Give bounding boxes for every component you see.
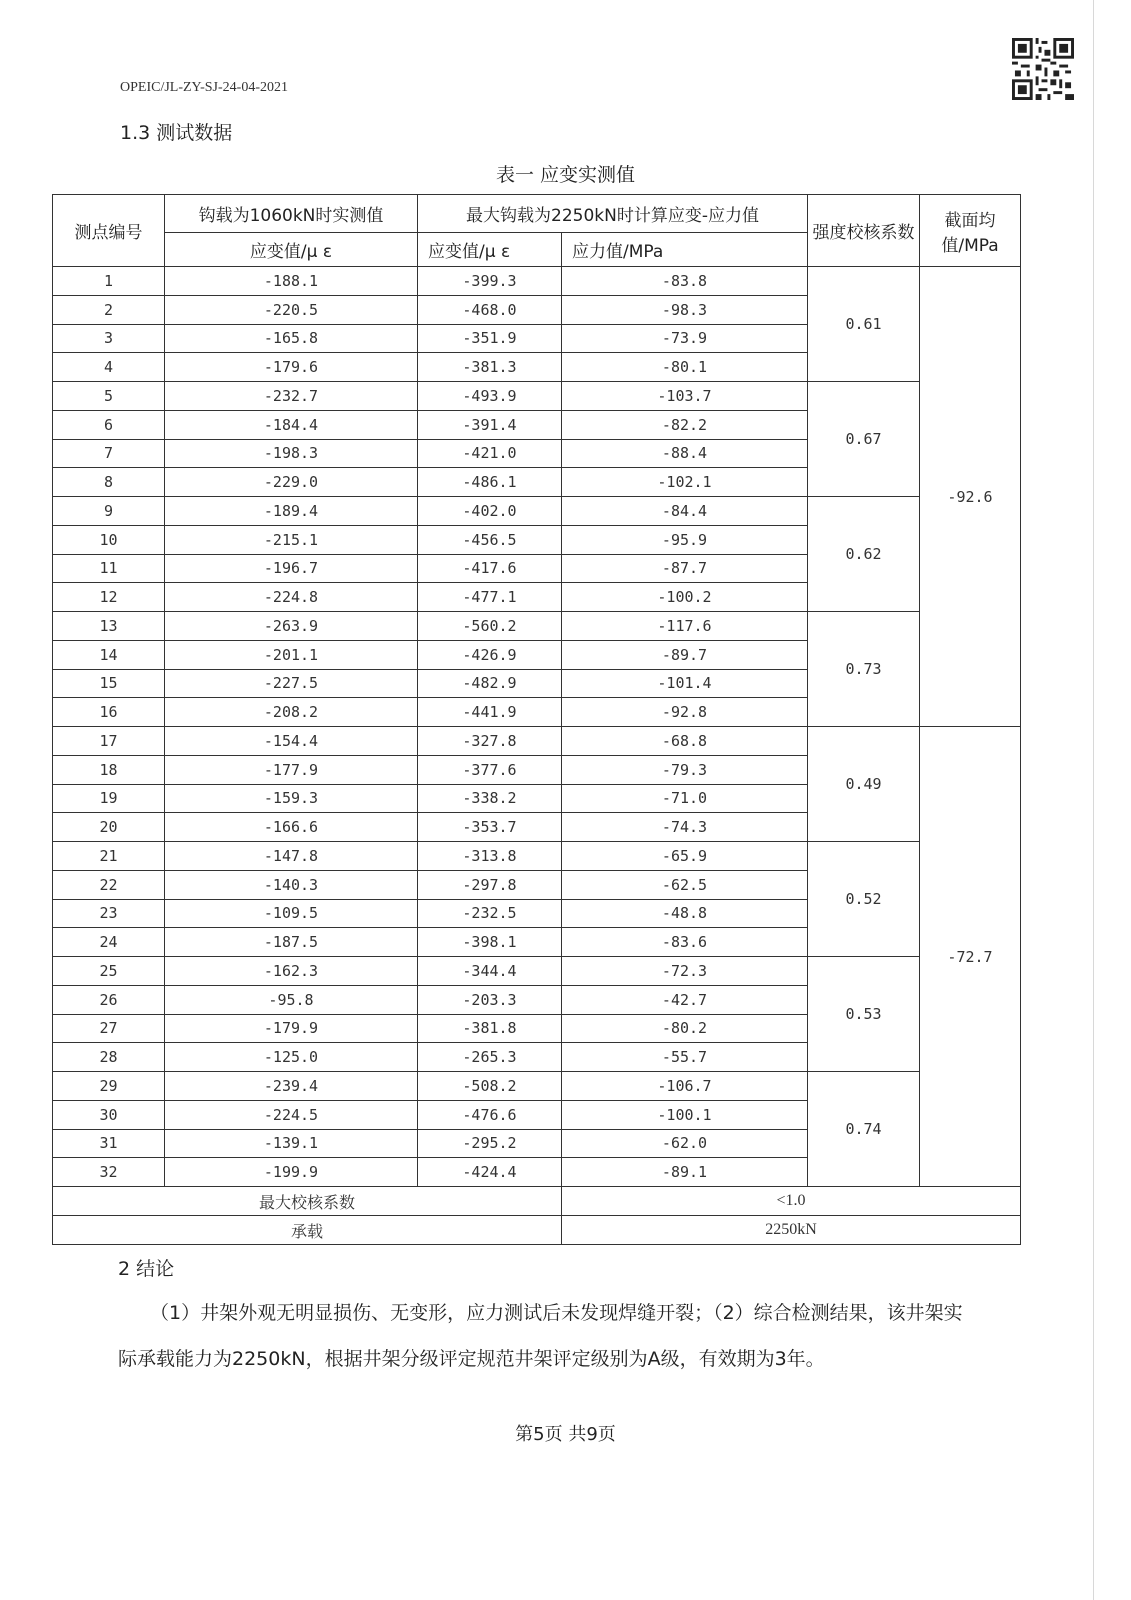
strain-1060-cell: -139.1: [165, 1129, 418, 1158]
section-average-cell: -92.6: [920, 267, 1021, 727]
stress-cell: -95.9: [562, 525, 808, 554]
strain-1060-cell: -95.8: [165, 985, 418, 1014]
stress-cell: -103.7: [562, 382, 808, 411]
strain-2250-cell: -265.3: [418, 1043, 562, 1072]
strain-1060-cell: -109.5: [165, 899, 418, 928]
conclusion-title: 2 结论: [118, 1258, 175, 1280]
strain-1060-cell: -224.8: [165, 583, 418, 612]
stress-cell: -48.8: [562, 899, 808, 928]
stress-cell: -55.7: [562, 1043, 808, 1072]
header-point-no: 测点编号: [53, 195, 165, 267]
point-number-cell: 25: [53, 957, 165, 986]
coefficient-cell: 0.52: [808, 842, 920, 957]
stress-cell: -71.0: [562, 784, 808, 813]
max-coefficient-label: 最大校核系数: [53, 1187, 562, 1216]
strain-2250-cell: -477.1: [418, 583, 562, 612]
stress-cell: -68.8: [562, 727, 808, 756]
strain-2250-cell: -441.9: [418, 698, 562, 727]
stress-cell: -62.5: [562, 870, 808, 899]
table-row: [53, 957, 1021, 986]
coefficient-cell: 0.49: [808, 727, 920, 842]
section-title: 1.3 测试数据: [120, 122, 233, 144]
stress-cell: -83.8: [562, 267, 808, 296]
point-number-cell: 9: [53, 497, 165, 526]
strain-1060-cell: -229.0: [165, 468, 418, 497]
stress-cell: -83.6: [562, 928, 808, 957]
strain-2250-cell: -486.1: [418, 468, 562, 497]
strain-2250-cell: -560.2: [418, 612, 562, 641]
qr-code-icon: [1012, 38, 1074, 100]
stress-cell: -73.9: [562, 324, 808, 353]
coefficient-cell: 0.73: [808, 612, 920, 727]
strain-2250-cell: -424.4: [418, 1158, 562, 1187]
stress-cell: -82.2: [562, 410, 808, 439]
stress-cell: -89.7: [562, 640, 808, 669]
max-coefficient-value: <1.0: [562, 1187, 1021, 1216]
strain-2250-cell: -344.4: [418, 957, 562, 986]
point-number-cell: 7: [53, 439, 165, 468]
table-row: [53, 727, 1021, 756]
header-strain-measured: 应变值/μ ε: [165, 233, 418, 267]
point-number-cell: 15: [53, 669, 165, 698]
strain-1060-cell: -196.7: [165, 554, 418, 583]
stress-cell: -98.3: [562, 295, 808, 324]
point-number-cell: 10: [53, 525, 165, 554]
strain-2250-cell: -476.6: [418, 1100, 562, 1129]
strain-2250-cell: -353.7: [418, 813, 562, 842]
table-row: [53, 497, 1021, 526]
stress-cell: -84.4: [562, 497, 808, 526]
coefficient-cell: 0.62: [808, 497, 920, 612]
point-number-cell: 4: [53, 353, 165, 382]
strain-1060-cell: -140.3: [165, 870, 418, 899]
table-row: [53, 1072, 1021, 1101]
document-code: OPEIC/JL-ZY-SJ-24-04-2021: [120, 80, 288, 95]
strain-2250-cell: -295.2: [418, 1129, 562, 1158]
strain-1060-cell: -177.9: [165, 755, 418, 784]
section-average-cell: -72.7: [920, 727, 1021, 1187]
coefficient-cell: 0.53: [808, 957, 920, 1072]
point-number-cell: 8: [53, 468, 165, 497]
table-row: [53, 382, 1021, 411]
strain-2250-cell: -417.6: [418, 554, 562, 583]
strain-2250-cell: -381.3: [418, 353, 562, 382]
point-number-cell: 3: [53, 324, 165, 353]
strain-1060-cell: -125.0: [165, 1043, 418, 1072]
stress-cell: -100.1: [562, 1100, 808, 1129]
point-number-cell: 28: [53, 1043, 165, 1072]
strain-1060-cell: -198.3: [165, 439, 418, 468]
point-number-cell: 11: [53, 554, 165, 583]
strain-2250-cell: -399.3: [418, 267, 562, 296]
strain-2250-cell: -402.0: [418, 497, 562, 526]
table-row: [53, 267, 1021, 296]
point-number-cell: 30: [53, 1100, 165, 1129]
point-number-cell: 6: [53, 410, 165, 439]
capacity-value: 2250kN: [562, 1216, 1021, 1245]
point-number-cell: 24: [53, 928, 165, 957]
point-number-cell: 23: [53, 899, 165, 928]
conclusion-paragraph: （1）井架外观无明显损伤、无变形，应力测试后未发现焊缝开裂；（2）综合检测结果，该井架实际承载能力为2250kN，根据井架分级评定规范井架评定级别为A级，有效期为3年。: [118, 1302, 963, 1370]
strain-2250-cell: -398.1: [418, 928, 562, 957]
strain-1060-cell: -263.9: [165, 612, 418, 641]
stress-cell: -89.1: [562, 1158, 808, 1187]
strain-1060-cell: -147.8: [165, 842, 418, 871]
stress-cell: -72.3: [562, 957, 808, 986]
strain-2250-cell: -391.4: [418, 410, 562, 439]
stress-cell: -65.9: [562, 842, 808, 871]
stress-cell: -79.3: [562, 755, 808, 784]
point-number-cell: 20: [53, 813, 165, 842]
strain-1060-cell: -227.5: [165, 669, 418, 698]
point-number-cell: 21: [53, 842, 165, 871]
header-section-average: 截面均值/MPa: [920, 195, 1021, 267]
strain-2250-cell: -482.9: [418, 669, 562, 698]
point-number-cell: 29: [53, 1072, 165, 1101]
capacity-label: 承载: [53, 1216, 562, 1245]
strain-2250-cell: -338.2: [418, 784, 562, 813]
strain-1060-cell: -179.9: [165, 1014, 418, 1043]
strain-1060-cell: -232.7: [165, 382, 418, 411]
point-number-cell: 22: [53, 870, 165, 899]
point-number-cell: 13: [53, 612, 165, 641]
point-number-cell: 27: [53, 1014, 165, 1043]
strain-1060-cell: -224.5: [165, 1100, 418, 1129]
point-number-cell: 17: [53, 727, 165, 756]
point-number-cell: 26: [53, 985, 165, 1014]
strain-2250-cell: -456.5: [418, 525, 562, 554]
table-row: [53, 842, 1021, 871]
point-number-cell: 16: [53, 698, 165, 727]
coefficient-cell: 0.67: [808, 382, 920, 497]
strain-2250-cell: -421.0: [418, 439, 562, 468]
strain-1060-cell: -184.4: [165, 410, 418, 439]
strain-1060-cell: -166.6: [165, 813, 418, 842]
stress-cell: -101.4: [562, 669, 808, 698]
coefficient-cell: 0.61: [808, 267, 920, 382]
header-calc-group: 最大钩载为2250kN时计算应变-应力值: [418, 195, 808, 233]
point-number-cell: 14: [53, 640, 165, 669]
strain-1060-cell: -179.6: [165, 353, 418, 382]
strain-2250-cell: -377.6: [418, 755, 562, 784]
point-number-cell: 18: [53, 755, 165, 784]
point-number-cell: 32: [53, 1158, 165, 1187]
stress-cell: -74.3: [562, 813, 808, 842]
strain-2250-cell: -508.2: [418, 1072, 562, 1101]
strain-2250-cell: -203.3: [418, 985, 562, 1014]
strain-1060-cell: -239.4: [165, 1072, 418, 1101]
strain-2250-cell: -327.8: [418, 727, 562, 756]
header-strain-calc: 应变值/μ ε: [418, 233, 562, 267]
strain-2250-cell: -313.8: [418, 842, 562, 871]
strain-1060-cell: -201.1: [165, 640, 418, 669]
strain-2250-cell: -468.0: [418, 295, 562, 324]
strain-1060-cell: -187.5: [165, 928, 418, 957]
point-number-cell: 31: [53, 1129, 165, 1158]
strain-1060-cell: -189.4: [165, 497, 418, 526]
header-stress-calc: 应力值/MPa: [562, 233, 808, 267]
strain-1060-cell: -208.2: [165, 698, 418, 727]
header-coefficient: 强度校核系数: [808, 195, 920, 267]
point-number-cell: 5: [53, 382, 165, 411]
point-number-cell: 2: [53, 295, 165, 324]
coefficient-cell: 0.74: [808, 1072, 920, 1187]
strain-2250-cell: -493.9: [418, 382, 562, 411]
point-number-cell: 19: [53, 784, 165, 813]
strain-1060-cell: -220.5: [165, 295, 418, 324]
strain-data-table: [52, 194, 1021, 1245]
strain-2250-cell: -351.9: [418, 324, 562, 353]
table-body: [53, 267, 1021, 1187]
stress-cell: -100.2: [562, 583, 808, 612]
stress-cell: -80.1: [562, 353, 808, 382]
stress-cell: -87.7: [562, 554, 808, 583]
strain-1060-cell: -159.3: [165, 784, 418, 813]
table-row: [53, 612, 1021, 641]
stress-cell: -106.7: [562, 1072, 808, 1101]
strain-2250-cell: -426.9: [418, 640, 562, 669]
point-number-cell: 12: [53, 583, 165, 612]
point-number-cell: 1: [53, 267, 165, 296]
header-measured-group: 钩载为1060kN时实测值: [165, 195, 418, 233]
stress-cell: -117.6: [562, 612, 808, 641]
strain-1060-cell: -154.4: [165, 727, 418, 756]
page-number: 第5页 共9页: [515, 1424, 616, 1445]
table-caption: 表一 应变实测值: [495, 164, 636, 186]
stress-cell: -42.7: [562, 985, 808, 1014]
strain-1060-cell: -215.1: [165, 525, 418, 554]
strain-2250-cell: -381.8: [418, 1014, 562, 1043]
stress-cell: -88.4: [562, 439, 808, 468]
strain-1060-cell: -199.9: [165, 1158, 418, 1187]
page-edge: [1093, 0, 1094, 1600]
strain-1060-cell: -162.3: [165, 957, 418, 986]
stress-cell: -102.1: [562, 468, 808, 497]
stress-cell: -80.2: [562, 1014, 808, 1043]
stress-cell: -92.8: [562, 698, 808, 727]
stress-cell: -62.0: [562, 1129, 808, 1158]
strain-2250-cell: -297.8: [418, 870, 562, 899]
strain-1060-cell: -165.8: [165, 324, 418, 353]
strain-1060-cell: -188.1: [165, 267, 418, 296]
strain-2250-cell: -232.5: [418, 899, 562, 928]
